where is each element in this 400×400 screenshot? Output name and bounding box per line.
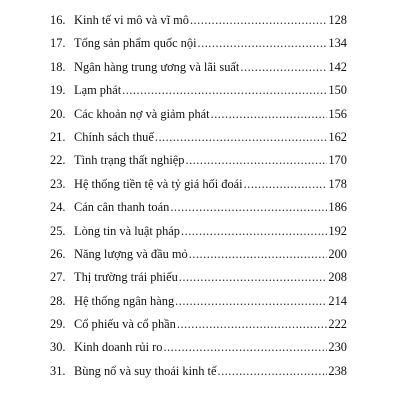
toc-entry <box>50 243 347 266</box>
entry-page-number: 200 <box>328 246 347 261</box>
dot-leader <box>179 266 328 289</box>
entry-title: Hệ thống ngân hàng <box>74 293 175 308</box>
entry-title: Tổng sản phẩm quốc nội <box>74 36 197 51</box>
entry-number: 19. <box>50 83 66 98</box>
dot-leader <box>189 243 328 266</box>
toc-entry <box>50 56 347 79</box>
entry-number: 21. <box>50 129 66 144</box>
dot-leader <box>122 79 327 102</box>
entry-page-number: 162 <box>328 129 347 144</box>
toc-entry <box>50 126 347 149</box>
toc-entry <box>50 79 347 102</box>
entry-page-number: 222 <box>328 317 347 332</box>
entry-number: 23. <box>50 176 66 191</box>
table-of-contents <box>50 9 347 383</box>
toc-entry <box>50 149 347 172</box>
entry-number: 17. <box>50 36 66 51</box>
entry-title: Ngân hàng trung ương và lãi suất <box>74 59 240 74</box>
entry-page-number: 150 <box>328 83 347 98</box>
dot-leader <box>217 360 327 383</box>
toc-entry <box>50 220 347 243</box>
entry-page-number: 230 <box>328 340 347 355</box>
toc-entry <box>50 32 347 55</box>
entry-number: 20. <box>50 106 66 121</box>
dot-leader <box>163 336 327 359</box>
dot-leader <box>190 9 327 32</box>
entry-number: 28. <box>50 293 66 308</box>
entry-page-number: 134 <box>328 36 347 51</box>
entry-number: 22. <box>50 153 66 168</box>
dot-leader <box>240 56 327 79</box>
dot-leader <box>244 173 328 196</box>
entry-title: Lòng tin và luật pháp <box>74 223 180 238</box>
entry-title: Cán cân thanh toán <box>74 200 170 215</box>
dot-leader <box>155 126 328 149</box>
toc-entry <box>50 336 347 359</box>
entry-number: 30. <box>50 340 66 355</box>
entry-number: 25. <box>50 223 66 238</box>
toc-entry <box>50 103 347 126</box>
entry-number: 26. <box>50 246 66 261</box>
entry-title: Lạm phát <box>74 83 122 98</box>
entry-page-number: 208 <box>328 270 347 285</box>
entry-title: Hệ thống tiền tệ và tỷ giá hối đoái <box>74 176 243 191</box>
dot-leader <box>198 32 328 55</box>
dot-leader <box>177 313 328 336</box>
toc-entry <box>50 290 347 313</box>
entry-page-number: 178 <box>328 176 347 191</box>
entry-page-number: 238 <box>328 363 347 378</box>
entry-page-number: 214 <box>328 293 347 308</box>
entry-number: 18. <box>50 59 66 74</box>
entry-page-number: 186 <box>328 200 347 215</box>
toc-entry <box>50 266 347 289</box>
entry-title: Tình trạng thất nghiệp <box>74 153 185 168</box>
entry-page-number: 156 <box>328 106 347 121</box>
entry-title: Thị trường trái phiếu <box>74 270 178 285</box>
entry-page-number: 142 <box>328 59 347 74</box>
toc-entry <box>50 360 347 383</box>
entry-title: Chính sách thuế <box>74 129 154 144</box>
entry-number: 16. <box>50 13 66 27</box>
entry-number: 29. <box>50 317 66 332</box>
entry-page-number: 128 <box>328 13 347 27</box>
entry-number: 24. <box>50 200 66 215</box>
dot-leader <box>181 220 327 243</box>
dot-leader <box>211 103 328 126</box>
entry-number: 27. <box>50 270 66 285</box>
entry-page-number: 170 <box>328 153 347 168</box>
dot-leader <box>170 196 327 219</box>
dot-leader <box>185 149 327 172</box>
toc-entry <box>50 173 347 196</box>
dot-leader <box>175 290 327 313</box>
entry-title: Kinh tế vi mô và vĩ mô <box>74 13 189 27</box>
entry-title: Bùng nổ và suy thoái kinh tế <box>74 363 217 378</box>
entry-title: Kinh doanh rủi ro <box>74 340 163 355</box>
entry-title: Năng lượng và đầu mỏ <box>74 246 188 261</box>
entry-title: Cổ phiếu và cổ phần <box>74 317 176 332</box>
toc-entry <box>50 313 347 336</box>
toc-entry <box>50 196 347 219</box>
entry-page-number: 192 <box>328 223 347 238</box>
entry-number: 31. <box>50 363 66 378</box>
toc-entry <box>50 9 347 32</box>
entry-title: Các khoản nợ và giảm phát <box>74 106 210 121</box>
